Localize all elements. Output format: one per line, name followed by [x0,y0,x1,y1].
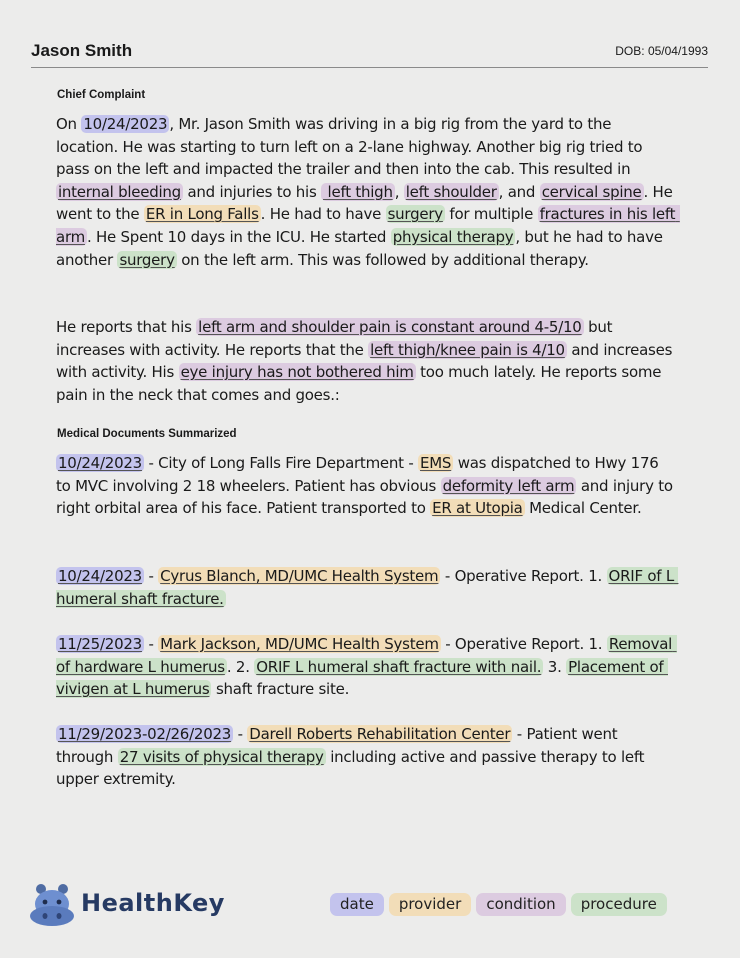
highlight-procedure: ORIF L humeral shaft fracture with nail. [256,657,542,676]
legend-provider: provider [389,893,472,916]
highlight-condition: deformity left arm [442,476,575,495]
hippo-logo-icon [30,882,76,926]
highlight-procedure: Removal of hardware L humerus [56,635,677,676]
legend-condition: condition [476,893,565,916]
brand-name: HealthKey [81,889,225,917]
chief-complaint-title: Chief Complaint [57,89,146,101]
highlight-procedure: physical therapy [392,227,514,246]
legend-date: date [330,893,384,916]
highlight-procedure: surgery [119,250,175,269]
document-entry: 11/25/2023 - Mark Jackson, MD/UMC Health System - Operative Report. 1. Removal of hardware L humerus . 2. ORIF L humeral shaft fracture with nail. 3. Placement of vivigen at L humerus shaft fracture site. [56,635,677,699]
medical-documents-title: Medical Documents Summarized [57,428,237,440]
highlight-condition: eye injury has not bothered him [180,363,414,382]
chief-complaint-paragraph: He reports that his left arm and shoulder pain is constant around 4-5/10 but increases with activity. He reports that the left thigh/knee pain is 4/10 and increases with activity. His eye injury has not bothered him too much lately. He reports some pain in the neck that comes and goes.: [56,318,677,404]
highlight-date: 10/24/2023 [58,454,142,472]
highlight-condition: cervical spine [541,182,642,201]
highlight-date: 10/24/2023 [83,115,168,133]
highlight-date: 11/29/2023-02/26/2023 [58,725,232,743]
document-entry: 10/24/2023 - Cyrus Blanch, MD/UMC Health System - Operative Report. 1. ORIF of L humeral shaft fracture. [56,567,679,608]
highlight-condition: left arm and shoulder pain is constant around 4-5/10 [198,318,582,336]
highlight-condition: left thigh/knee pain is 4/10 [370,340,565,359]
highlight-provider: Mark Jackson, MD/UMC Health System [160,635,439,653]
chief-complaint-paragraph: On 10/24/2023 , Mr. Jason Smith was driving in a big rig from the yard to the location. He was starting to turn left on a 2-lane highway. Another big rig tried to pass on the left and impacted the trailer and then into the cab. This resulted in internal bleeding and injuries to his left thigh , left shoulder , and cervical spine . He went to the ER in Long Falls . He had to have surgery for multiple fractures in his left arm . He Spent 10 days in the ICU. He started physical therapy , but he had to have another surgery on the left arm. This was followed by additional therapy. [56,115,680,269]
highlight-provider: Darell Roberts Rehabilitation Center [249,725,511,743]
highlight-procedure: surgery [387,205,443,224]
highlight-provider: ER in Long Falls [145,205,259,224]
highlight-provider: ER at Utopia [432,499,523,518]
patient-header [31,38,708,68]
highlight-procedure: ORIF of L humeral shaft fracture. [56,567,679,608]
patient-dob: DOB: 05/04/1993 [615,44,708,58]
highlight-date: 10/24/2023 [58,567,142,585]
highlight-procedure: Placement of vivigen at L humerus [56,657,668,699]
highlight-date: 11/25/2023 [58,635,142,653]
highlight-condition: left shoulder [405,182,497,201]
patient-name: Jason Smith [31,41,133,60]
highlight-provider: Cyrus Blanch, MD/UMC Health System [160,567,439,585]
highlight-provider: EMS [420,454,452,472]
document-entry: 11/29/2023-02/26/2023 - Darell Roberts Rehabilitation Center - Patient went through 27 visits of physical therapy including active and passive therapy to left upper extremity. [56,725,649,789]
highlight-procedure: 27 visits of physical therapy [119,747,324,766]
highlight-condition: left thigh [323,182,393,201]
highlight-condition: internal bleeding [58,182,181,201]
highlight-condition: fractures in his left arm [56,205,680,246]
legend-procedure: procedure [571,893,667,916]
highlight-legend [330,893,667,916]
document-entry: 10/24/2023 - City of Long Falls Fire Department - EMS was dispatched to Hwy 176 to MVC involving 2 18 wheelers. Patient has obvious deformity left arm and injury to right orbital area of his face. Patient transported to ER at Utopia Medical Center. [56,454,678,518]
